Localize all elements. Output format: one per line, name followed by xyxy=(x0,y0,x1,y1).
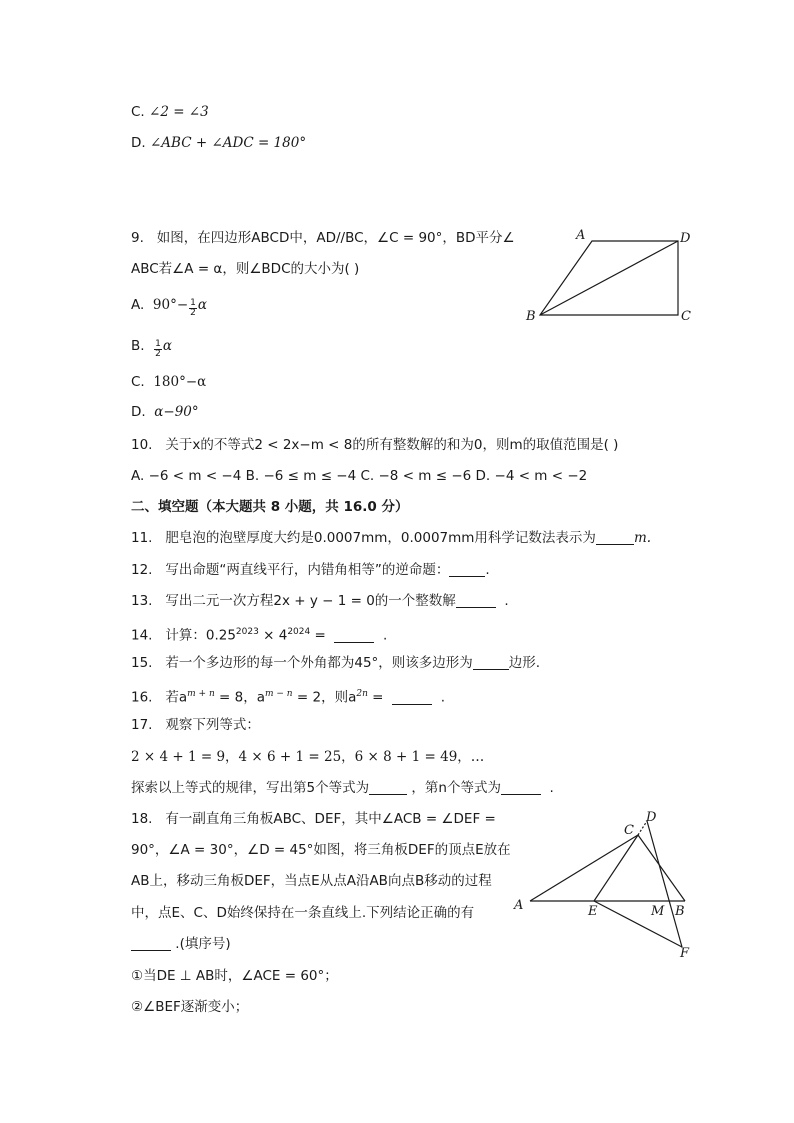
q17-ask-text-1: 探索以上等式的规律，写出第5个等式为 xyxy=(131,780,370,796)
q18-line-ef xyxy=(594,901,682,947)
q10-stem-text: 关于x的不等式2 < 2x−m < 8的所有整数解的和为0，则m的取值范围是( ) xyxy=(165,437,619,453)
q9-stem-line2 xyxy=(131,259,359,279)
q16-part-2: = 8，a xyxy=(214,689,265,706)
q12-answer-blank[interactable] xyxy=(449,562,485,577)
q15-answer-blank[interactable] xyxy=(473,655,509,670)
q17-stem-text: 观察下列等式： xyxy=(165,717,260,733)
q17-answer-blank-1[interactable] xyxy=(369,780,407,795)
q9-quadrilateral-figure xyxy=(520,225,700,330)
q12 xyxy=(131,560,490,580)
q13-text: 写出二元一次方程2x + y − 1 = 0的一个整数解 xyxy=(165,593,456,609)
q16-part-3: = 2，则a xyxy=(292,689,357,706)
q11-answer-blank[interactable] xyxy=(596,530,634,545)
q9-label-b: B xyxy=(526,309,536,324)
q9-option-a-frac-num: 1 xyxy=(190,298,196,308)
q18-line-cb xyxy=(638,835,685,901)
q16-part-1: 若a xyxy=(165,689,188,706)
q14-exponent-1: 2023 xyxy=(235,627,259,637)
q17-answer-blank-2[interactable] xyxy=(501,780,541,795)
q18-text-4: 中，点E、C、D始终保持在一条直线上.下列结论正确的有 xyxy=(131,905,475,921)
q13-number: 13. xyxy=(131,593,153,609)
q17-stem xyxy=(131,715,260,735)
q14-number: 14. xyxy=(131,627,153,644)
q10-options xyxy=(131,466,587,486)
q17-equations xyxy=(131,747,484,767)
q17-number: 17. xyxy=(131,717,153,733)
q14 xyxy=(131,622,387,646)
q14-answer-blank[interactable] xyxy=(334,628,374,643)
q18-text-3: AB上，移动三角板DEF，当点E从点A沿AB向点B移动的过程 xyxy=(131,873,492,889)
q8-option-d xyxy=(131,133,306,153)
q9-option-b-frac-den: 2 xyxy=(155,349,161,359)
q16 xyxy=(131,684,445,708)
q18-line-ec xyxy=(594,835,638,901)
q9-label-c: C xyxy=(681,309,691,324)
q9-option-b-label: B. xyxy=(131,338,145,354)
q16-answer-blank[interactable] xyxy=(392,690,432,705)
q18-label-e: E xyxy=(588,904,598,919)
q18-label-d: D xyxy=(646,810,657,825)
q17-equations-text: 2 × 4 + 1 = 9，4 × 6 + 1 = 25，6 × 8 + 1 = 49，… xyxy=(131,749,485,765)
q9-option-b xyxy=(131,336,172,359)
q18-line5 xyxy=(131,934,231,954)
q18-set-squares-figure xyxy=(510,805,710,965)
q17-ask-text-2: ，第n个等式为 xyxy=(411,780,501,796)
q18-line-ac xyxy=(530,835,638,901)
q18-item-2-text: ②∠BEF逐渐变小； xyxy=(131,999,249,1015)
q9-option-b-frac-num: 1 xyxy=(155,339,161,349)
q14-exponent-2: 2024 xyxy=(287,627,311,637)
q9-option-a-fraction xyxy=(189,299,197,318)
q18-item2 xyxy=(131,997,248,1017)
q18-label-a: A xyxy=(514,898,524,913)
q16-exponent-2: m − n xyxy=(265,689,293,699)
q9-option-d xyxy=(131,402,199,422)
q13-period: . xyxy=(504,593,509,609)
q11 xyxy=(131,528,651,548)
q9-option-a-tail: α xyxy=(197,297,207,313)
q16-exponent-3: 2n xyxy=(356,689,368,699)
q8-option-c-label: C. xyxy=(131,104,145,120)
section-2-heading-text: 二、填空题（本大题共 8 小题，共 16.0 分） xyxy=(131,499,409,515)
q14-text: 计算：0.25 xyxy=(165,627,236,644)
q18-text-2: 90°，∠A = 30°，∠D = 45°如图，将三角板DEF的顶点E放在 xyxy=(131,842,511,858)
q8-option-c xyxy=(131,102,209,122)
q9-label-d: D xyxy=(680,231,691,246)
q15-text: 若一个多边形的每一个外角都为45°，则该多边形为 xyxy=(165,655,473,671)
q17-ask xyxy=(131,778,554,798)
q16-equals: = xyxy=(367,689,388,706)
q10-number: 10. xyxy=(131,437,153,453)
q9-option-a-label: A. xyxy=(131,297,145,313)
q15-number: 15. xyxy=(131,655,153,671)
q18-line3 xyxy=(131,871,492,891)
q9-stem-line1 xyxy=(131,228,515,248)
q9-label-a: A xyxy=(576,228,586,243)
q8-option-d-label: D. xyxy=(131,135,146,151)
q14-period: . xyxy=(383,627,388,644)
q18-item1 xyxy=(131,966,338,986)
q18-number: 18. xyxy=(131,811,153,827)
q13 xyxy=(131,591,509,611)
q10-stem xyxy=(131,435,618,455)
q14-times: × 4 xyxy=(258,627,288,644)
q9-option-a-frac-den: 2 xyxy=(190,308,196,318)
q9-option-c xyxy=(131,372,206,392)
q18-label-m: M xyxy=(651,904,665,919)
q16-exponent-1: m + n xyxy=(187,689,215,699)
q18-item-1-text: ①当DE ⊥ AB时，∠ACE = 60°； xyxy=(131,968,338,984)
q9-option-a-math: 90°− xyxy=(152,297,189,313)
q16-period: . xyxy=(440,689,445,706)
q15 xyxy=(131,653,540,673)
q9-number: 9. xyxy=(131,230,144,246)
q17-period: . xyxy=(549,780,554,796)
q18-line2 xyxy=(131,840,511,860)
q13-answer-blank[interactable] xyxy=(456,593,496,608)
section-2-heading xyxy=(131,497,409,517)
q9-option-d-math: α−90° xyxy=(154,404,199,420)
q9-option-b-fraction xyxy=(154,340,162,359)
q8-option-c-math: ∠2 = ∠3 xyxy=(149,104,209,120)
q16-number: 16. xyxy=(131,689,153,706)
q9-stem-text2: ABC若∠A = α，则∠BDC的大小为( ) xyxy=(131,261,360,277)
q9-option-d-label: D. xyxy=(131,404,146,420)
q15-suffix: 边形. xyxy=(508,655,541,671)
q9-option-a xyxy=(131,295,207,318)
q12-number: 12. xyxy=(131,562,153,578)
q11-number: 11. xyxy=(131,530,153,546)
q9-option-c-label: C. xyxy=(131,374,145,390)
q9-option-b-tail: α xyxy=(162,338,173,354)
q9-stem-text1: 如图，在四边形ABCD中，AD//BC，∠C = 90°，BD平分∠ xyxy=(156,230,515,246)
q18-answer-blank[interactable] xyxy=(131,936,171,951)
q14-equals: = xyxy=(310,627,331,644)
q8-option-d-math: ∠ABC + ∠ADC = 180° xyxy=(149,135,307,151)
q9-option-c-math: 180°−α xyxy=(153,374,207,390)
q18-line-df xyxy=(647,821,682,947)
q18-label-f: F xyxy=(680,946,690,961)
q11-unit: m. xyxy=(633,530,652,546)
q12-text: 写出命题“两直线平行，内错角相等”的逆命题： xyxy=(165,562,450,578)
q18-line4 xyxy=(131,903,474,923)
q18-line1 xyxy=(131,809,496,829)
q18-label-c: C xyxy=(624,823,634,838)
q11-text: 肥皂泡的泡壁厚度大约是0.0007mm，0.0007mm用科学记数法表示为 xyxy=(165,530,596,546)
q9-diagonal-bd xyxy=(540,241,678,315)
q12-period: . xyxy=(485,562,490,578)
q10-options-text: A. −6 < m < −4 B. −6 ≤ m ≤ −4 C. −8 < m ≤ −6 D. −4 < m < −2 xyxy=(131,468,588,484)
q18-text-1: 有一副直角三角板ABC、DEF，其中∠ACB = ∠DEF = xyxy=(165,811,496,827)
q18-label-b: B xyxy=(675,904,685,919)
q18-text-5: .(填序号) xyxy=(175,936,231,952)
